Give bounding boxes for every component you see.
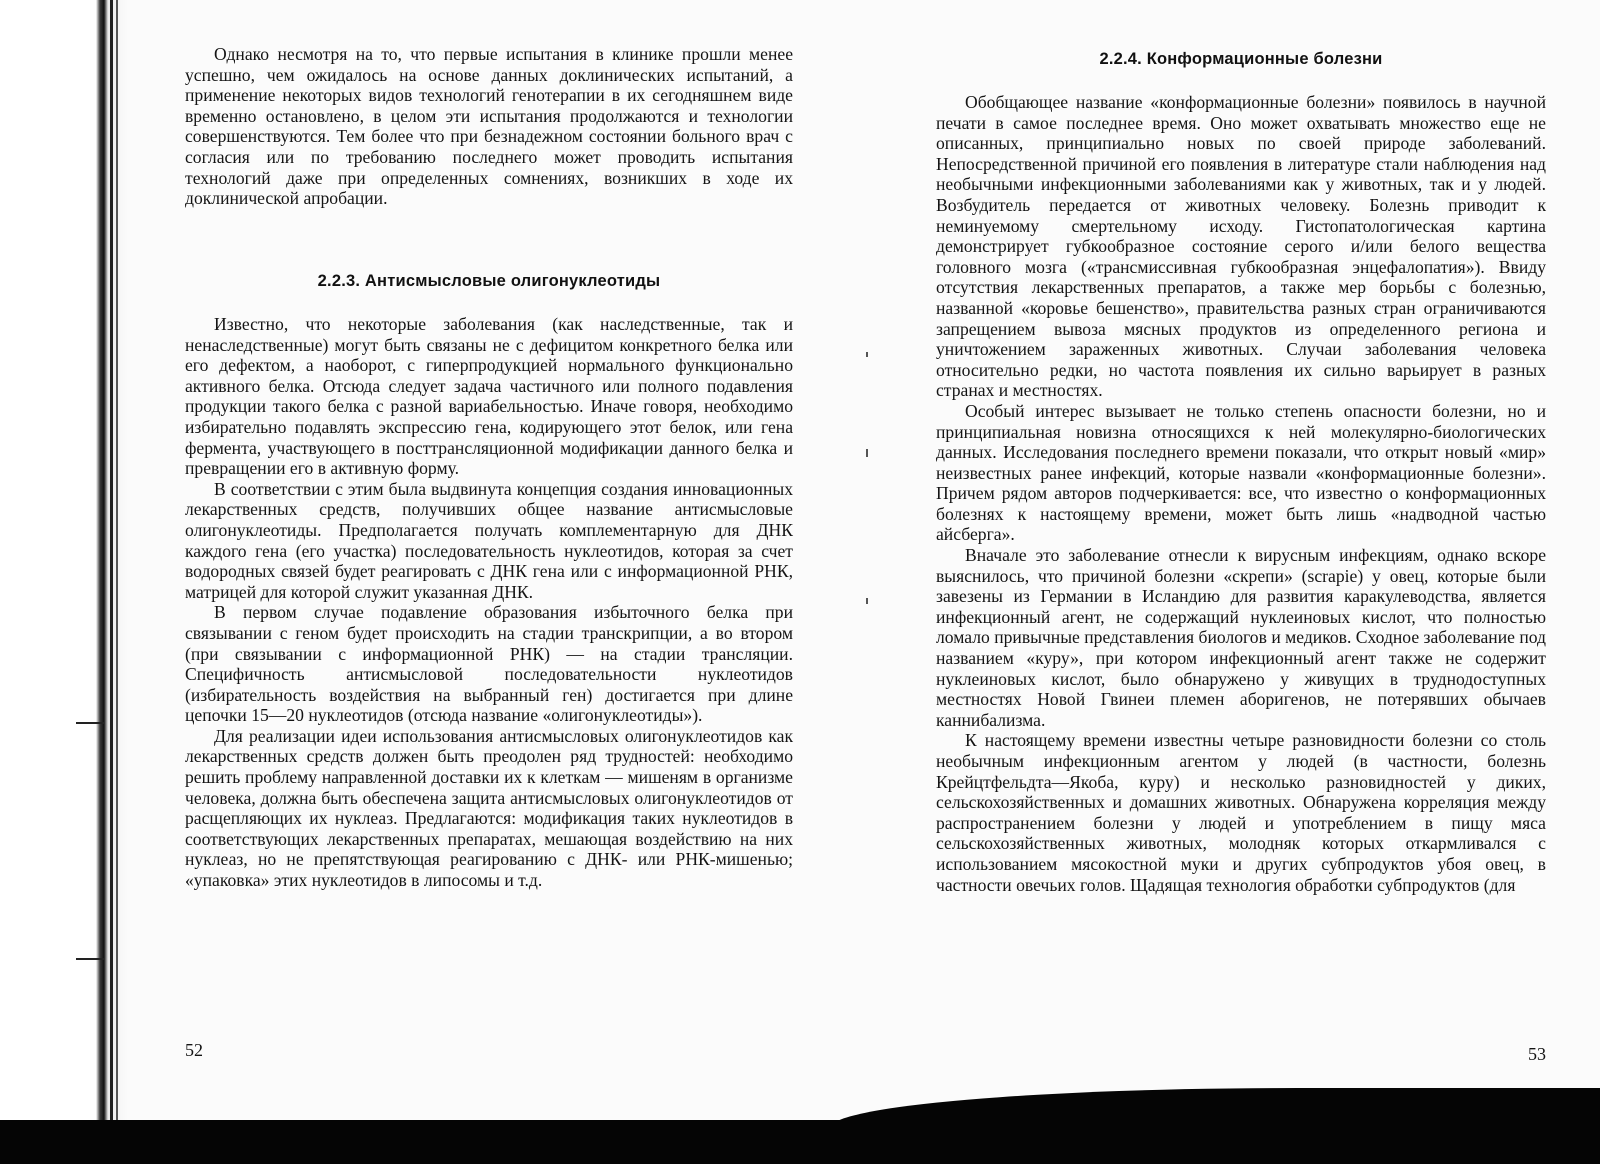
body-paragraph: Для реализации идеи использования антисмысловых олигонуклеотидов как лекарственных средств должен быть преодолен ряд трудностей: необходимо решить проблему направленной доставки их к клеткам — мишеням в организме человека, должна быть обеспечена защита антисмысловых олигонуклеотидов от расщепляющих их нуклеаз. Предлагаются: модификация таких нуклеотидов в соответствующих лекарственных препаратах, мешающая воздействию на них нуклеаз, но не препятствующая реагированию с ДНК- или РНК-мишенью; «упаковка» этих нуклеотидов в липосомы и т.д. xyxy=(185,725,793,891)
page-number: 52 xyxy=(185,1040,203,1060)
edge-tick xyxy=(76,722,104,724)
intro-paragraph: Однако несмотря на то, что первые испытания в клинике прошли менее успешно, чем ожидалось на основе данных доклинических испытаний, а применение некоторых видов технологий генотерапии в их сегодняшнем виде временно остановлено, в целом эти испытания продолжаются и технологии совершенствуются. Тем более что при безнадежном состоянии больного врач с согласия или по требованию последнего может проводить испытания технологий даже при определенных сомнениях, возникших в ходе их доклинической апробации. xyxy=(185,44,793,209)
section-heading: 2.2.4. Конформационные болезни xyxy=(1099,50,1383,68)
body-paragraph: Особый интерес вызывает не только степень опасности болезни, но и принципиальная новизна относящихся к ней молекулярно-биологических данных. Исследования последнего времени показали, что открыт новый «мир» неизвестных ранее инфекций, которые назвали «конформационные болезни». Причем рядом авторов подчеркивается: все, что известно о конформационных болезнях к настоящему времени, может быть лишь «надводной частью айсберга». xyxy=(936,400,1546,545)
body-paragraph: Вначале это заболевание отнесли к вирусным инфекциям, однако вскоре выяснилось, что причиной болезни «скрепи» (scrapie) у овец, которые были завезены из Германии в Исландию для развития каракулеводства, является инфекционный агент, не содержащий нуклеиновых кислот, что полностью ломало привычные представления биологов и медиков. Сходное заболевание под названием «куру», при котором инфекционный агент также не содержит нуклеиновых кислот, было обнаружено у живущих в труднодоступных местностях Новой Гвинеи племен аборигенов, не потерявших обычаев каннибализма. xyxy=(936,545,1546,730)
section-body xyxy=(936,92,1546,895)
binding-line xyxy=(116,0,118,1130)
body-paragraph: Обобщающее название «конформационные болезни» появилось в научной печати в самое последнее время. Оно может охватывать множество еще не описанных, принципиально новых по своей природе заболеваний. Непосредственной причиной его появления в литературе стали наблюдения над необычными инфекционными заболеваниями как у животных, так и у людей. Возбудитель передается от животных человеку. Болезнь приводит к неминуемому смертельному исходу. Гистопатологическая картина демонстрирует губкообразное состояние серого и/или белого вещества головного мозга («трансмиссивная губкообразная энцефалопатия»). Ввиду отсутствия лекарственных препаратов, а также мер борьбы с болезнью, названной «коровье бешенство», правительства разных стран ограничиваются запрещением вывоза мясных продуктов из определенного региона и уничтожением зараженных животных. Случаи заболевания человека относительно редки, но частота появления их сильно варьирует в разных странах и местностях. xyxy=(936,92,1546,401)
section-body xyxy=(185,314,793,891)
body-paragraph: В первом случае подавление образования избыточного белка при связывании с геном будет происходить на стадии транскрипции, а во втором (при связывании с информационной РНК) — на стадии трансляции. Специфичность антисмысловой последовательности нуклеотидов (избирательность воздействия на выбранный ген) достигается при длине цепочки 15—20 нуклеотидов (отсюда название «олигонуклеотиды»). xyxy=(185,602,793,726)
body-paragraph: К настоящему времени известны четыре разновидности болезни со столь необычным инфекционным агентом у людей (в частности, болезнь Крейцтфельдта—Якоба, куру) и несколько разновидностей у диких, сельскохозяйственных и домашних животных. Обнаружена корреляция между распространением болезни у людей и употреблением в пищу мяса сельскохозяйственных животных, молодняк которых откармливался с использованием мясокостной муки и других субпродуктов убоя овец, в частности овечьих голов. Щадящая технология обработки субпродуктов (для xyxy=(936,730,1546,895)
section-heading: 2.2.3. Антисмысловые олигонуклеотиды xyxy=(317,272,661,290)
edge-tick xyxy=(76,958,104,960)
gutter-mark xyxy=(866,449,868,457)
body-paragraph: Известно, что некоторые заболевания (как наследственные, так и ненаследственные) могут быть связаны не с дефицитом конкретного белка или его дефектом, а наоборот, с гиперпродукцией нормального функционально активного белка. Отсюда следует задача частичного или полного подавления продукции такого белка с разной вариабельностью. Иначе говоря, необходимо избирательно подавлять экспрессию гена, кодирующего этот белок, или гена фермента, участвующего в посттрансляционной модификации данного белка и превращении его в активную форму. xyxy=(185,314,793,479)
binding-edge xyxy=(0,0,128,1164)
gutter-mark xyxy=(866,352,868,357)
page-number: 53 xyxy=(1528,1044,1546,1064)
binding-line xyxy=(110,0,113,1130)
gutter-mark xyxy=(866,598,868,604)
body-paragraph: В соответствии с этим была выдвинута концепция создания инновационных лекарственных средств, получивших общее название антисмысловые олигонуклеотиды. Предполагается получать комплементарную для ДНК каждого гена (его участка) последовательность нуклеотидов, которая за счет водородных связей будет реагировать с ДНК гена или с информационной РНК, матрицей для которой служит указанная ДНК. xyxy=(185,478,793,602)
scan-shadow xyxy=(0,1120,1600,1164)
